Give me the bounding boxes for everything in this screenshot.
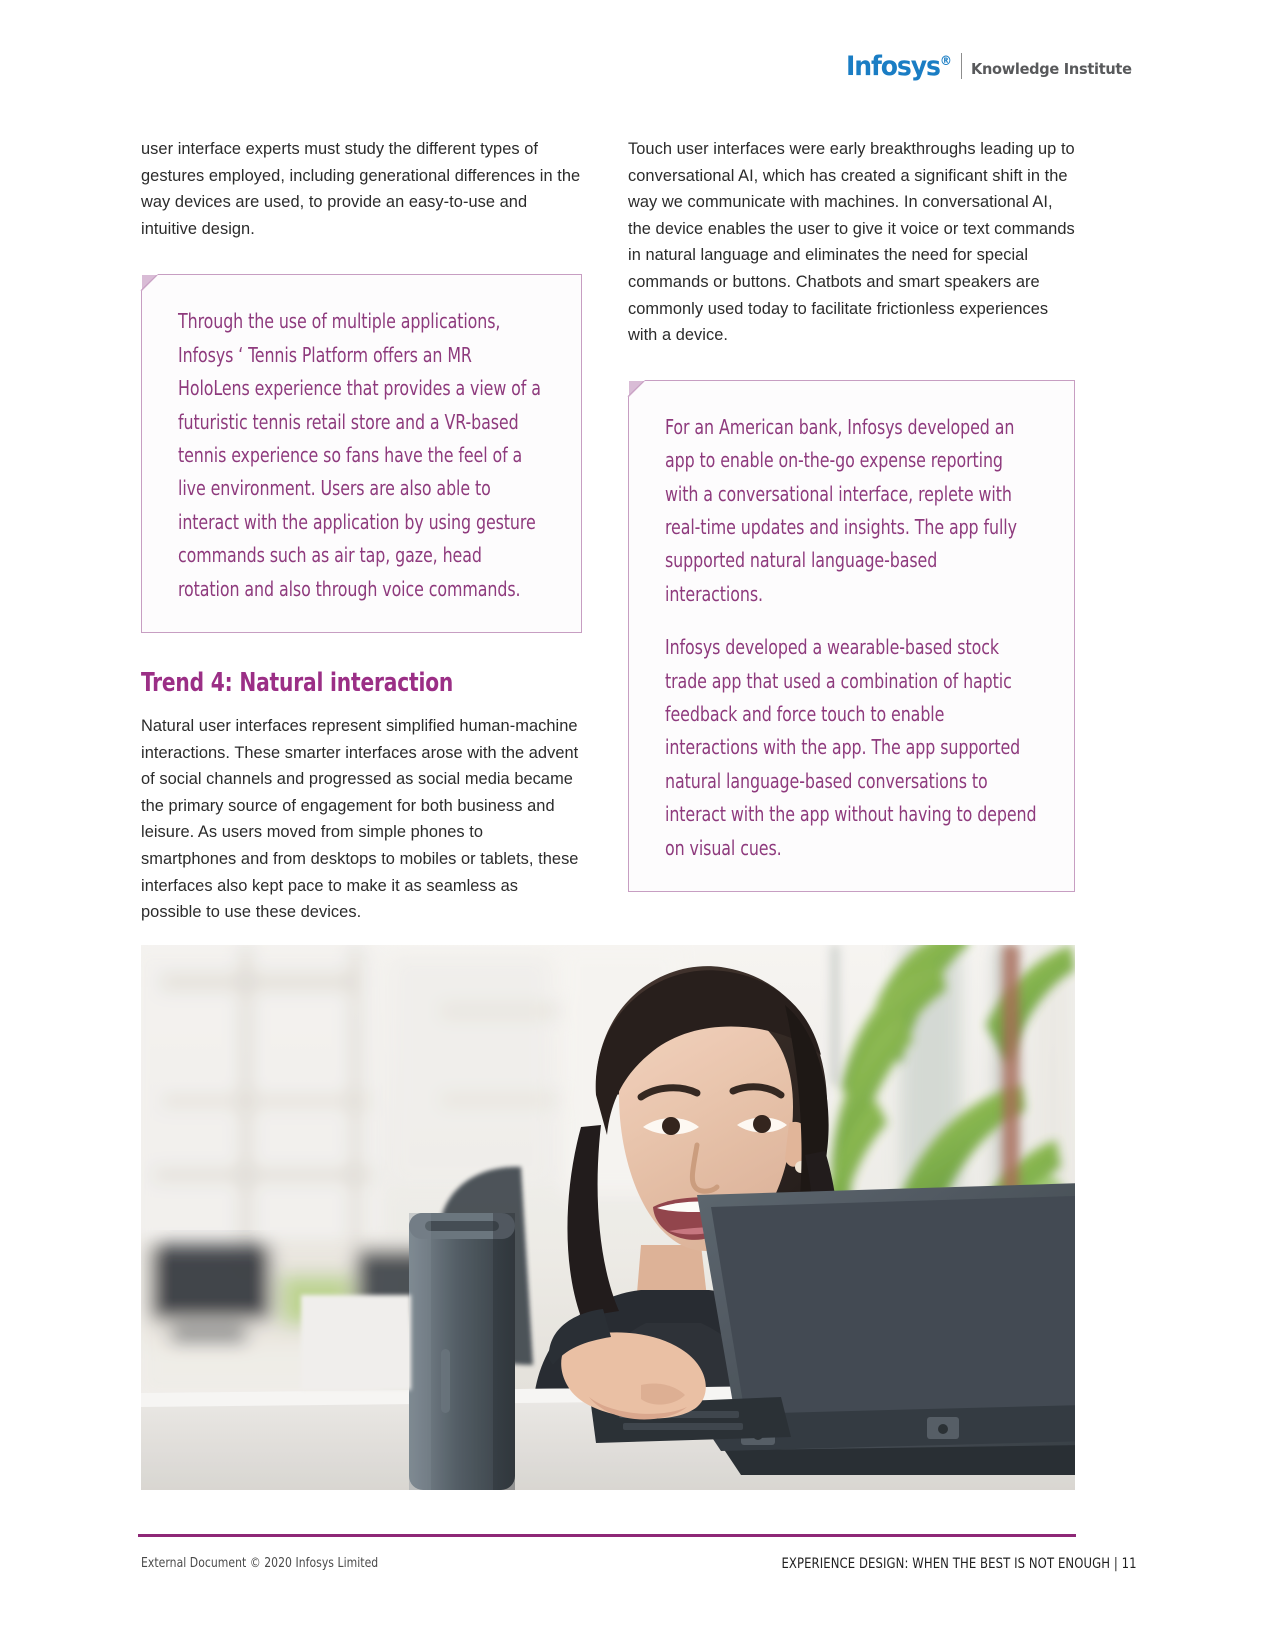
knowledge-institute-label: Knowledge Institute <box>971 60 1133 78</box>
logo-divider <box>961 53 962 79</box>
brand-header <box>838 44 1137 80</box>
footer-copyright: External Document © 2020 Infosys Limited <box>141 1556 379 1571</box>
callout-paragraph: Through the use of multiple applications, Infosys ‘ Tennis Platform offers an MR HoloLens experience that provides a view of a futuristic tennis retail store and a VR-based tennis experience so fans have the feel of a live environment. Users are also able to interact with the application by using gesture commands such as air tap, gaze, head rotation and also through voice commands. <box>178 309 541 601</box>
right-intro-paragraph: Touch user interfaces were early breakthroughs leading up to conversational AI, which has created a significant shift in the way we communicate with machines. In conversational AI, the device enables the user to give it voice or text commands in natural language and eliminates the need for special commands or buttons. Chatbots and smart speakers are commonly used today to facilitate frictionless experiences with a device. <box>628 140 1075 345</box>
registered-trademark-icon: ® <box>940 54 953 69</box>
callout-content <box>142 275 581 632</box>
callout-paragraph: Infosys developed a wearable-based stock trade app that used a combination of haptic feedback and force touch to enable interactions with the app. The app supported natural language-based conversations to interact with the app without having to depend on visual cues. <box>665 635 1037 860</box>
infosys-logo <box>846 53 952 80</box>
callout-box-tennis-platform <box>141 274 582 633</box>
office-laptop-photo <box>141 945 1075 1490</box>
infosys-wordmark: Infosys <box>846 51 941 82</box>
callout-paragraph: For an American bank, Infosys developed an app to enable on-the-go expense reporting with a conversational interface, replete with real-time updates and insights. The app fully supported natural language-based interactions. <box>665 414 1017 606</box>
left-column <box>141 136 582 926</box>
footer-divider <box>138 1534 1076 1537</box>
photo-illustration <box>141 945 1075 1490</box>
page-title-trend-4: Trend 4: Natural interaction <box>141 668 454 699</box>
left-intro-paragraph: user interface experts must study the different types of gestures employed, including generational differences in the way devices are used, to provide an easy-to-use and intuitive design. <box>141 140 581 238</box>
footer-title-and-page-number: EXPERIENCE DESIGN: WHEN THE BEST IS NOT ENOUGH | 11 <box>781 1556 1137 1572</box>
callout-content <box>629 381 1074 891</box>
callout-box-banking-apps <box>628 380 1075 892</box>
folded-corner-icon <box>142 275 158 291</box>
left-section-paragraph: Natural user interfaces represent simplified human-machine interactions. These smarter interfaces arose with the advent of social channels and progressed as social media became the primary source of engagement for both business and leisure. As users moved from simple phones to smartphones and from desktops to mobiles or tablets, these interfaces also kept pace to make it as seamless as possible to use these devices. <box>141 717 579 922</box>
right-column <box>628 136 1075 892</box>
